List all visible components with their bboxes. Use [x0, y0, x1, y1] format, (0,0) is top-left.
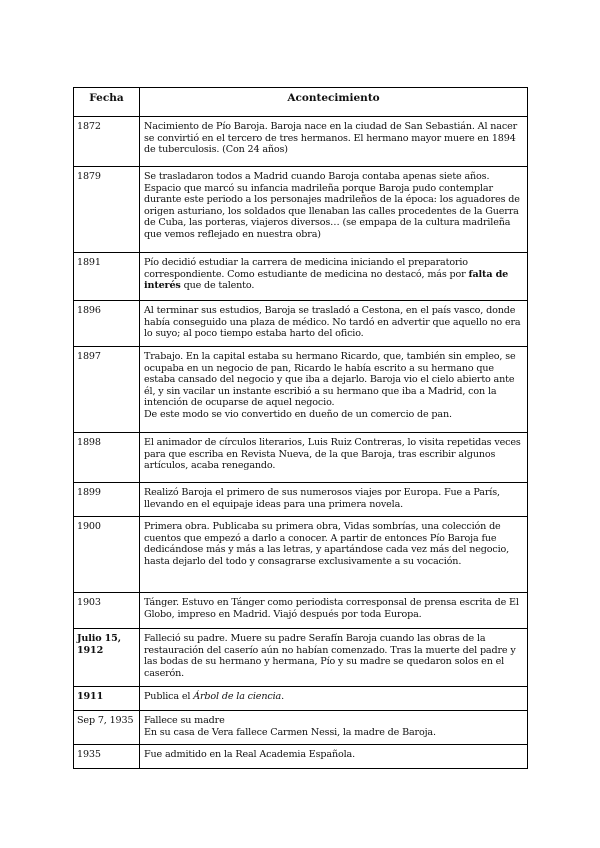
table-row	[74, 629, 528, 687]
row-date: 1879	[74, 167, 140, 253]
row-event: Publica el Árbol de la ciencia.	[140, 687, 528, 711]
row-date: 1911	[74, 687, 140, 711]
table-row	[74, 253, 528, 301]
table-row	[74, 433, 528, 483]
row-date: 1896	[74, 301, 140, 347]
header-event: Acontecimiento	[140, 88, 528, 117]
row-event: Fue admitido en la Real Academia Española.	[140, 745, 528, 769]
row-event: Falleció su padre. Muere su padre Serafín Baroja cuando las obras de la restauración del caserío aún no habían comenzado. Tras la muerte del padre y las bodas de su hermano y hermana, Pío y su madre se quedaron solos en el caserón.	[140, 629, 528, 687]
row-date: 1903	[74, 593, 140, 629]
row-date: 1935	[74, 745, 140, 769]
row-event: Fallece su madre En su casa de Vera fallece Carmen Nessi, la madre de Baroja.	[140, 711, 528, 745]
row-event: Al terminar sus estudios, Baroja se trasladó a Cestona, en el país vasco, donde había conseguido una plaza de médico. No tardó en advertir que aquello no era lo suyo; al poco tiempo estaba harto del oficio.	[140, 301, 528, 347]
row-event: El animador de círculos literarios, Luis Ruiz Contreras, lo visita repetidas veces para que escriba en Revista Nueva, de la que Baroja, tras escribir algunos artículos, acaba renegando.	[140, 433, 528, 483]
row-date: 1897	[74, 347, 140, 433]
row-event: Trabajo. En la capital estaba su hermano Ricardo, que, también sin empleo, se ocupaba en un negocio de pan, Ricardo le había escrito a su hermano que estaba cansado del negocio y que iba a dejarlo. Baroja vio el cielo abierto ante él, y sin vacilar un instante escribió a su hermano que iba a Madrid, con la intención de ocuparse de aquel negocio. De este modo se vio convertido en dueño de un comercio de pan.	[140, 347, 528, 433]
table-row	[74, 687, 528, 711]
row-event: Primera obra. Publicaba su primera obra, Vidas sombrías, una colección de cuentos que empezó a darlo a conocer. A partir de entonces Pío Baroja fue dedicándose más y más a las letras, y apartándose cada vez más del negocio, hasta dejarlo del todo y consagrarse exclusivamente a su vocación.	[140, 517, 528, 593]
row-event: Nacimiento de Pío Baroja. Baroja nace en la ciudad de San Sebastián. Al nacer se convirtió en el tercero de tres hermanos. El hermano mayor muere en 1894 de tuberculosis. (Con 24 años)	[140, 117, 528, 167]
row-event: Realizó Baroja el primero de sus numerosos viajes por Europa. Fue a París, llevando en el equipaje ideas para una primera novela.	[140, 483, 528, 517]
table-row	[74, 167, 528, 253]
row-date: Sep 7, 1935	[74, 711, 140, 745]
table-row	[74, 483, 528, 517]
table-row	[74, 117, 528, 167]
table-row	[74, 711, 528, 745]
timeline-table	[73, 87, 528, 769]
row-date: 1898	[74, 433, 140, 483]
table-row	[74, 745, 528, 769]
table-row	[74, 347, 528, 433]
row-date: 1872	[74, 117, 140, 167]
row-event: Tánger. Estuvo en Tánger como periodista corresponsal de prensa escrita de El Globo, impreso en Madrid. Viajó después por toda Europa.	[140, 593, 528, 629]
row-date: 1900	[74, 517, 140, 593]
row-event: Se trasladaron todos a Madrid cuando Baroja contaba apenas siete años. Espacio que marcó su infancia madrileña porque Baroja pudo contemplar durante este periodo a los personajes madrileños de la época: los aguadores de origen asturiano, los soldados que llenaban las calles procedentes de la Guerra de Cuba, las porteras, viajeros diversos… (se empapa de la cultura madrileña que vemos reflejado en nuestra obra)	[140, 167, 528, 253]
table-row	[74, 301, 528, 347]
timeline-page	[73, 87, 527, 769]
row-event: Pío decidió estudiar la carrera de medicina iniciando el preparatorio correspondiente. Como estudiante de medicina no destacó, más por falta de interés que de talento.	[140, 253, 528, 301]
row-date: Julio 15, 1912	[74, 629, 140, 687]
row-date: 1891	[74, 253, 140, 301]
row-date: 1899	[74, 483, 140, 517]
table-row	[74, 593, 528, 629]
table-header-row	[74, 88, 528, 117]
header-date: Fecha	[74, 88, 140, 117]
table-row	[74, 517, 528, 593]
